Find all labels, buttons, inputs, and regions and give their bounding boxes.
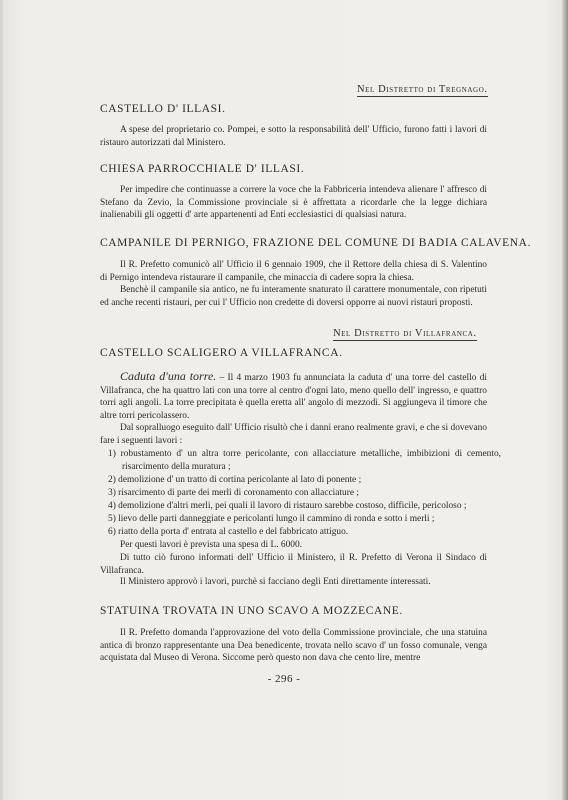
- heading-campanile-pernigo: CAMPANILE DI PERNIGO, FRAZIONE DEL COMUNE DI BADIA CALAVENA.: [100, 237, 532, 249]
- paragraph-pernigo-2: Benchè il campanile sia antico, ne fu interamente snaturato il carattere monumentale, con ripetuti ed anche recenti ristauri, per cui l' Ufficio non credette di doversi opporre ai nuovi ristauri proposti.: [100, 285, 487, 308]
- list-item: 2) demolizione d' un tratto di cortina pericolante al lato di ponente ;: [108, 475, 362, 485]
- heading-castello-scaligero: CASTELLO SCALIGERO A VILLAFRANCA.: [100, 347, 343, 359]
- heading-castello-illasi: CASTELLO D' ILLASI.: [100, 103, 226, 115]
- paragraph-villafranca-2: Dal sopralluogo eseguito dall' Ufficio risultò che i danni erano realmente gravi, e che si dovevano fare i seguenti lavori :: [100, 423, 487, 446]
- list-item: 1) robustamento d' un altra torre pericolante, con allacciature metalliche, imbibizioni di cemento, risarcimento della muratura ;: [108, 449, 501, 472]
- heading-statuina-mozzecane: STATUINA TROVATA IN UNO SCAVO A MOZZECANE.: [100, 605, 403, 617]
- paragraph-villafranca-1-text: – Il 4 marzo 1903 fu annunciata la caduta d' una torre del castello di Villafranca, che ha quattro lati con una torre al centro d'ogni lato, meno quello dell' ingresso, e quattro torri agli angoli. La torre precipitata è quella eretta all' angolo di mezzodì. Si aggiungeva il timore che altre torri pericolassero.: [100, 373, 487, 421]
- paragraph-villafranca-informati: Di tutto ciò furono informati dell' Ufficio il Ministero, il R. Prefetto di Verona il Sindaco di Villafranca.: [100, 553, 487, 576]
- list-item: 3) risarcimento di parte dei merli di coronamento con allacciature ;: [108, 488, 359, 498]
- paragraph-castello-illasi: A spese del proprietario co. Pompei, e sotto la responsabilità dell' Ufficio, furono fatti i lavori di ristauro autorizzati dal Ministero.: [100, 125, 487, 148]
- paragraph-villafranca-approvo: Il Ministero approvò i lavori, purchè si facciano degli Enti direttamente interessati.: [120, 577, 431, 587]
- lead-caduta-torre: Caduta d'una torre.: [120, 369, 217, 383]
- list-item: 6) riatto della porta d' entrata al castello e del fabbricato attiguo.: [108, 527, 349, 537]
- page-number: - 296 -: [267, 673, 301, 685]
- district-header-tregnago: Nel Distretto di Tregnago.: [357, 84, 488, 95]
- district-header-villafranca: Nel Distretto di Villafranca.: [333, 328, 477, 339]
- paragraph-chiesa-illasi: Per impedire che continuasse a correre la voce che la Fabbriceria intendeva alienare l' affresco di Stefano da Zevio, la Commissione provinciale si è affrettata a ricordarle che la legge dichiara inalienabili gli oggetti d' arte appartenenti ad Enti ecclesiastici di qualsiasi natura.: [100, 185, 487, 221]
- heading-chiesa-illasi: CHIESA PARROCCHIALE D' ILLASI.: [100, 163, 305, 175]
- list-item: 4) demolizione d'altri merli, pei quali il lavoro di ristauro sarebbe costoso, difficile, pericoloso ;: [108, 501, 467, 511]
- paragraph-pernigo-1: Il R. Prefetto comunicò all' Ufficio il 6 gennaio 1909, che il Rettore della chiesa di S. Valentino di Pernigo intendeva ristaurare il campanile, che minaccia di cadere sopra la chiesa.: [100, 260, 487, 283]
- list-item: 5) lievo delle parti danneggiate e pericolanti lungo il cammino di ronda e sotto i merli ;: [108, 514, 435, 524]
- paragraph-mozzecane: Il R. Prefetto domanda l'approvazione del voto della Commissione provinciale, che una statuina antica di bronzo rappresentante una Dea benedicente, trovata nello scavo d' un fosso comunale, venga acquistata dal Museo di Verona. Siccome però questo non dava che cento lire, mentre: [100, 628, 487, 664]
- paragraph-villafranca-1: [100, 370, 487, 422]
- paragraph-villafranca-spesa: Per questi lavori è prevista una spesa di L. 6000.: [120, 540, 302, 550]
